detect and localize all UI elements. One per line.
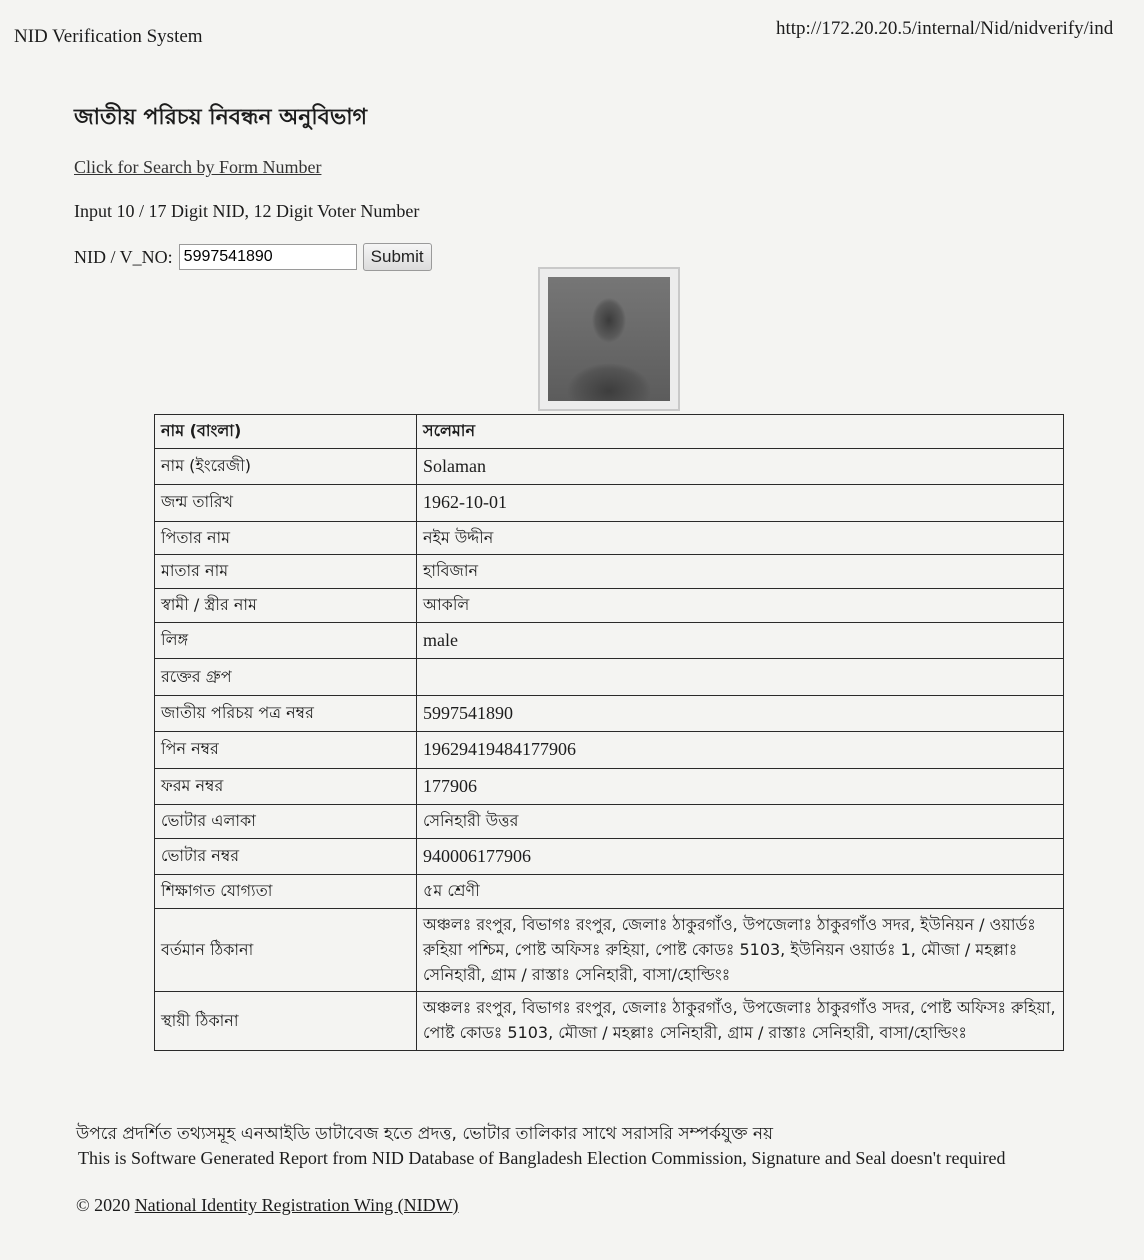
row-label: পিতার নাম [155, 521, 417, 555]
table-row [155, 908, 1064, 991]
table-row [155, 695, 1064, 731]
row-value: নইম উদ্দীন [417, 521, 1064, 555]
row-label: ফরম নম্বর [155, 768, 417, 804]
row-label: শিক্ষাগত যোগ্যতা [155, 875, 417, 909]
row-value: সলেমান [417, 415, 1064, 449]
table-row [155, 875, 1064, 909]
nid-input[interactable] [179, 244, 357, 270]
copyright [76, 1195, 459, 1216]
search-instruction: Input 10 / 17 Digit NID, 12 Digit Voter Number [74, 201, 420, 221]
row-label: স্থায়ী ঠিকানা [155, 992, 417, 1051]
row-label: পিন নম্বর [155, 732, 417, 768]
row-value: ৫ম শ্রেণী [417, 875, 1064, 909]
search-by-form-number-link[interactable]: Click for Search by Form Number [74, 157, 322, 177]
row-value: অঞ্চলঃ রংপুর, বিভাগঃ রংপুর, জেলাঃ ঠাকুরগাঁও, উপজেলাঃ ঠাকুরগাঁও সদর, ইউনিয়ন / ওয়ার্ডঃ রুহিয়া পশ্চিম, পোষ্ট অফিসঃ রুহিয়া, পোষ্ট কোডঃ 5103, ইউনিয়ন ওয়ার্ডঃ 1, মৌজা / মহল্লাঃ সেনিহারী, গ্রাম / রাস্তাঃ সেনিহারী, বাসা/হোল্ডিংঃ [417, 908, 1064, 991]
row-value: 5997541890 [417, 695, 1064, 731]
row-value: 177906 [417, 768, 1064, 804]
row-label: ভোটার নম্বর [155, 838, 417, 874]
row-value: সেনিহারী উত্তর [417, 804, 1064, 838]
row-label: রক্তের গ্রুপ [155, 659, 417, 695]
row-label: বর্তমান ঠিকানা [155, 908, 417, 991]
table-row [155, 521, 1064, 555]
row-label: নাম (ইংরেজী) [155, 448, 417, 484]
disclaimer-english: This is Software Generated Report from NID Database of Bangladesh Election Commission, Signature and Seal doesn't required [78, 1148, 1006, 1168]
nid-search-form [74, 243, 432, 271]
row-value: অঞ্চলঃ রংপুর, বিভাগঃ রংপুর, জেলাঃ ঠাকুরগাঁও, উপজেলাঃ ঠাকুরগাঁও সদর, পোষ্ট অফিসঃ রুহিয়া, পোষ্ট কোডঃ 5103, মৌজা / মহল্লাঃ সেনিহারী, গ্রাম / রাস্তাঃ সেনিহারী, বাসা/হোল্ডিংঃ [417, 992, 1064, 1051]
row-value: হাবিজান [417, 555, 1064, 589]
table-row [155, 485, 1064, 521]
table-row [155, 732, 1064, 768]
row-label: মাতার নাম [155, 555, 417, 589]
submit-button[interactable]: Submit [363, 243, 432, 271]
citizen-photo [548, 277, 670, 401]
table-row [155, 659, 1064, 695]
table-row [155, 804, 1064, 838]
row-label: লিঙ্গ [155, 622, 417, 658]
row-label: জাতীয় পরিচয় পত্র নম্বর [155, 695, 417, 731]
nidw-link[interactable]: National Identity Registration Wing (NIDW) [134, 1195, 459, 1215]
row-value: 19629419484177906 [417, 732, 1064, 768]
table-row [155, 992, 1064, 1051]
table-row [155, 555, 1064, 589]
row-label: জন্ম তারিখ [155, 485, 417, 521]
row-value: আকলি [417, 589, 1064, 623]
table-row [155, 838, 1064, 874]
row-value: male [417, 622, 1064, 658]
table-row [155, 589, 1064, 623]
page-url: http://172.20.20.5/internal/Nid/nidverify/ind [776, 18, 1114, 39]
row-label: নাম (বাংলা) [155, 415, 417, 449]
system-title: NID Verification System [14, 26, 203, 47]
row-value: 1962-10-01 [417, 485, 1064, 521]
disclaimer-bangla: উপরে প্রদর্শিত তথ্যসমূহ এনআইডি ডাটাবেজ হতে প্রদত্ত, ভোটার তালিকার সাথে সরাসরি সম্পর্কযুক্ত নয় [76, 1124, 774, 1144]
row-label: ভোটার এলাকা [155, 804, 417, 838]
org-title: জাতীয় পরিচয় নিবন্ধন অনুবিভাগ [74, 105, 368, 130]
table-row [155, 448, 1064, 484]
table-row [155, 622, 1064, 658]
table-row [155, 415, 1064, 449]
nid-info-table [154, 414, 1064, 1051]
row-value: Solaman [417, 448, 1064, 484]
row-value [417, 659, 1064, 695]
nid-field-label: NID / V_NO: [74, 246, 173, 267]
copyright-year: © 2020 [76, 1195, 131, 1215]
photo-frame [538, 267, 680, 411]
table-row [155, 768, 1064, 804]
row-label: স্বামী / স্ত্রীর নাম [155, 589, 417, 623]
row-value: 940006177906 [417, 838, 1064, 874]
